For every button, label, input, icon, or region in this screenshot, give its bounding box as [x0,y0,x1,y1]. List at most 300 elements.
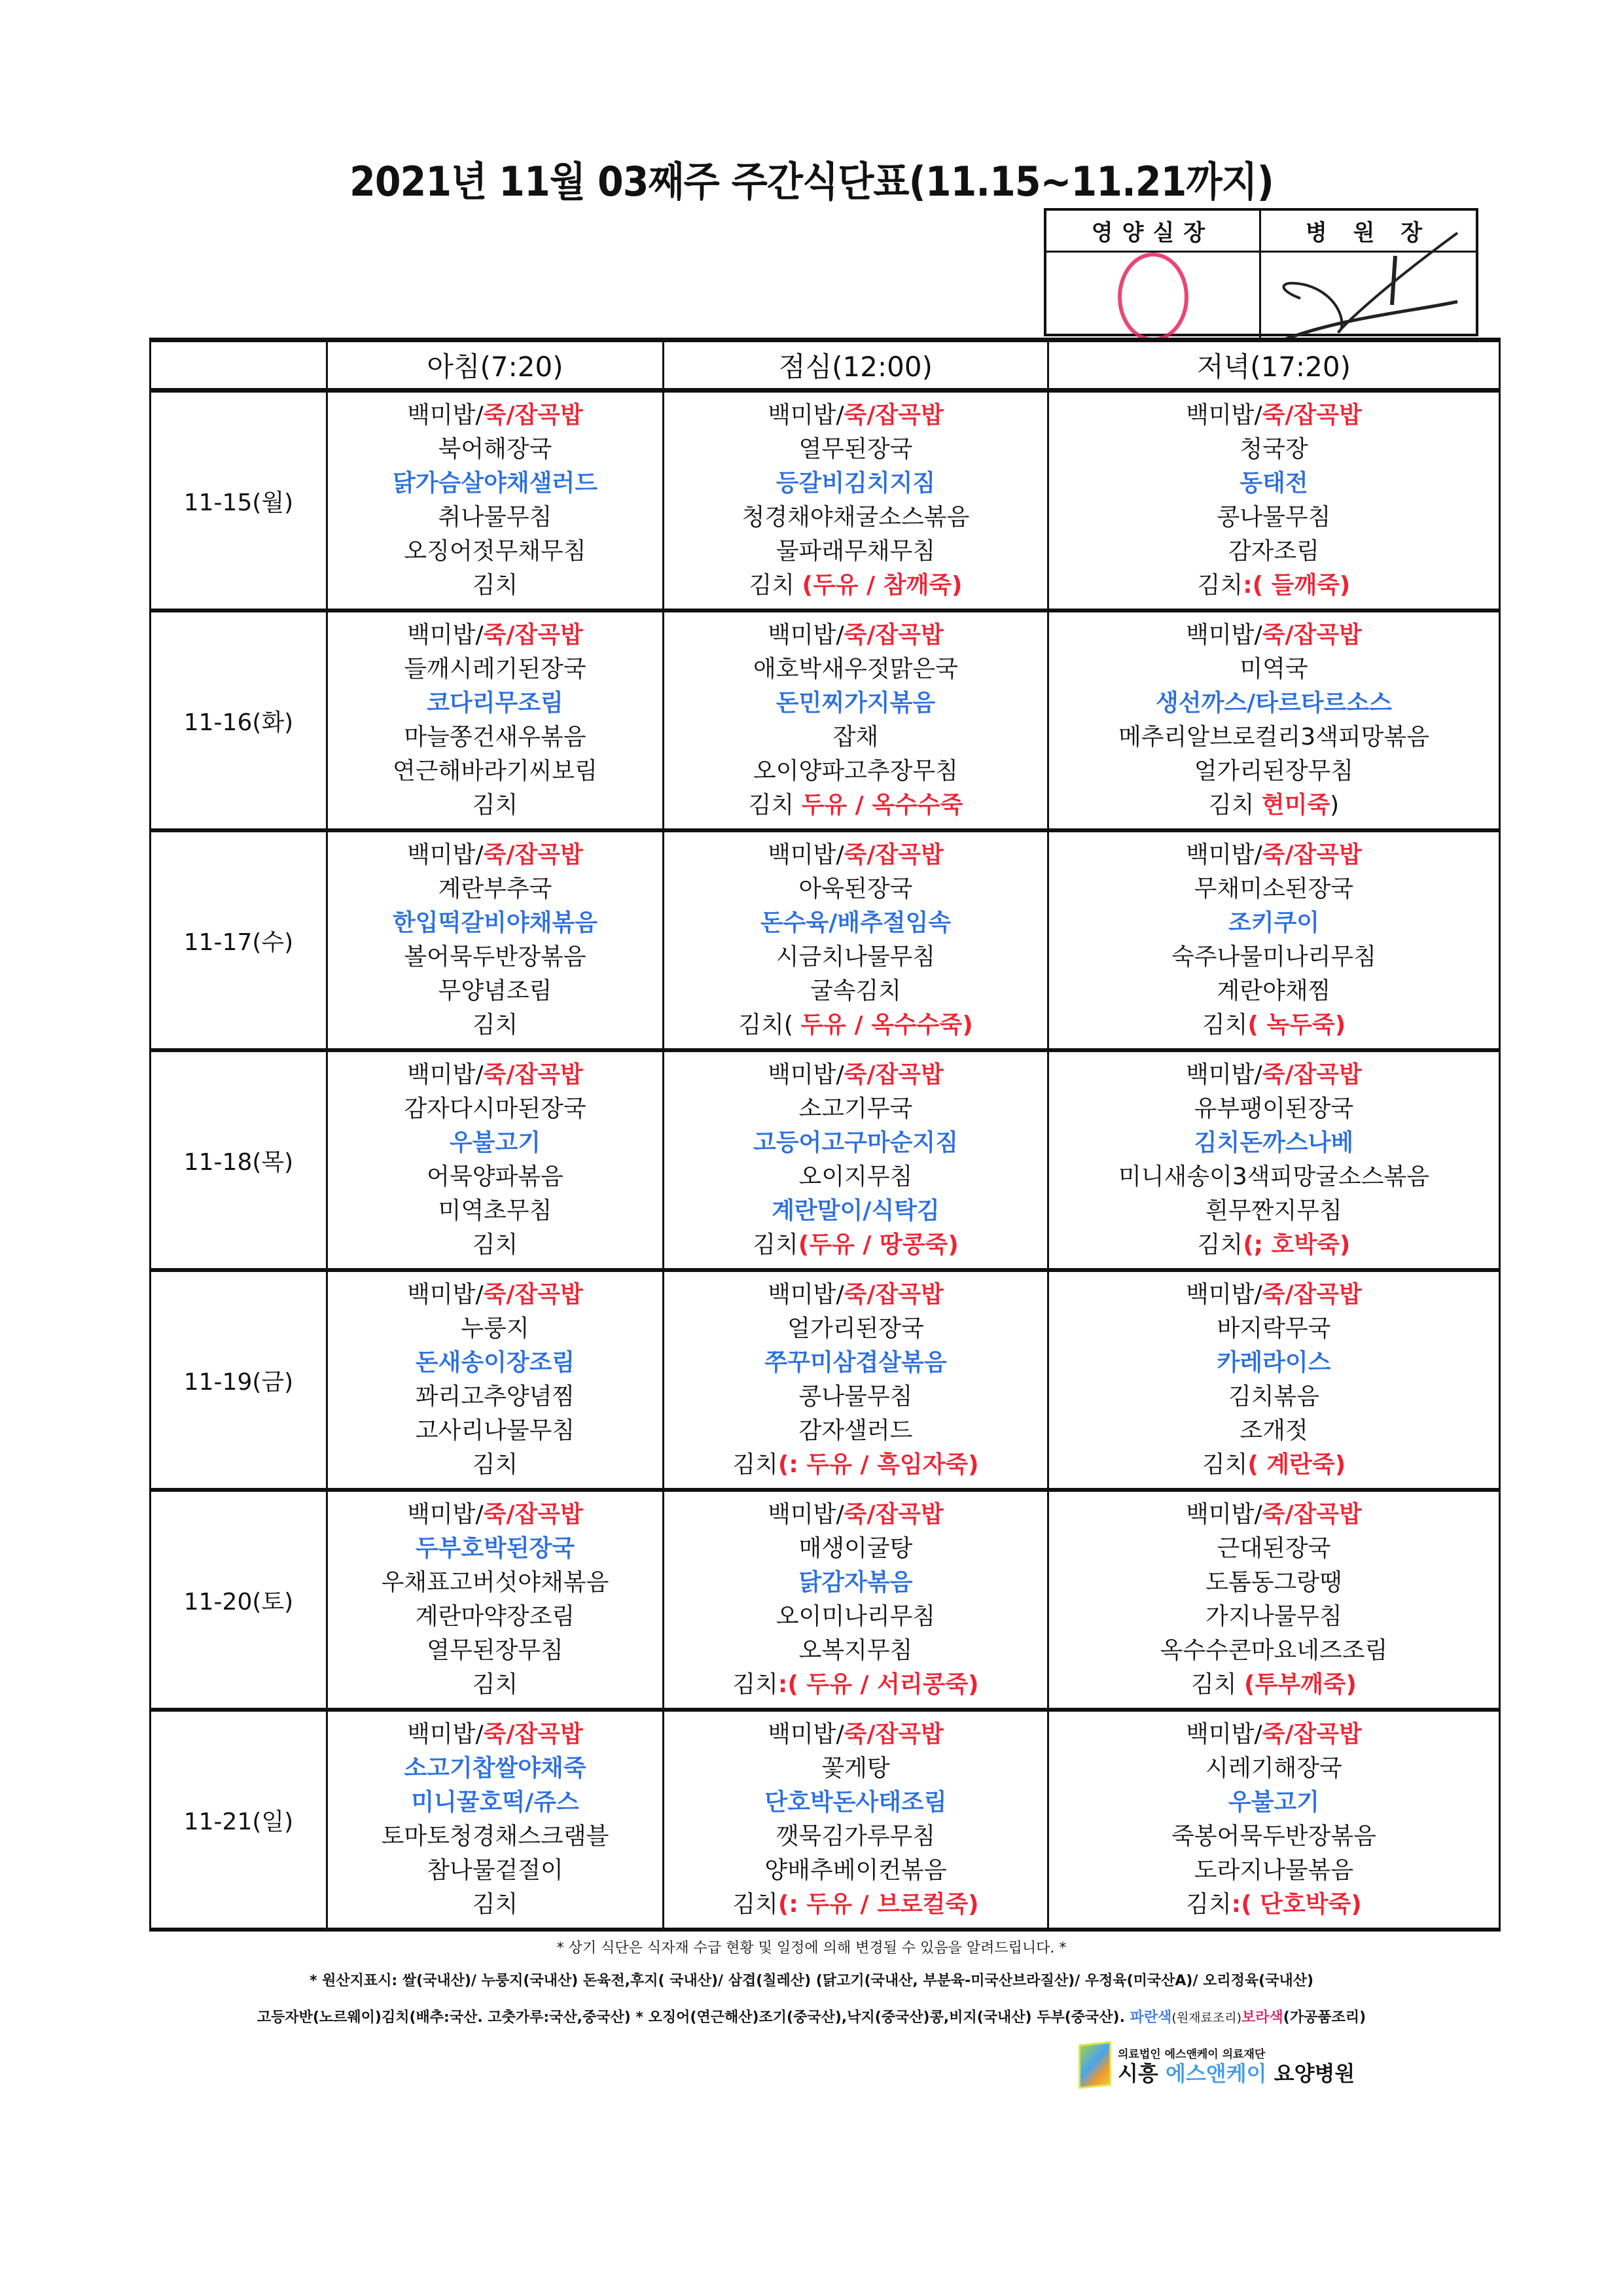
menu-item [328,1312,662,1346]
menu-item-text: 생선까스/타르타르소스 [1156,690,1392,716]
menu-item-text: 김치 [1190,1671,1244,1698]
menu-item-text: 죽/잡곡밥 [1262,841,1362,868]
menu-item-text: (투부깨죽) [1243,1671,1357,1698]
menu-item [664,940,1047,974]
menu-item-text: 죽/잡곡밥 [844,1721,944,1748]
menu-item-text: 김치 [748,792,802,819]
meal-cell-breakfast [327,1270,664,1490]
meal-cell-breakfast [327,1490,664,1710]
day-label: 11-15(월) [151,391,327,611]
menu-item-text: 김치 [1202,1012,1248,1038]
menu-item-text: 김치 [1197,572,1243,599]
meal-cell-breakfast [327,391,664,611]
menu-item-text: 계란말이/식탁김 [772,1197,940,1224]
menu-item [328,1058,662,1092]
menu-item-text: 꽈리고추양념찜 [415,1383,575,1410]
menu-item-text: 죽/잡곡밥 [1262,1721,1362,1748]
menu-item-text: 우불고기 [449,1129,541,1156]
menu-item-text: 들깨시레기된장국 [404,656,586,682]
menu-item-text: 김치 [753,1231,798,1258]
menu-item [1049,618,1499,652]
origin-notice-line1: * 원산지표시: 쌀(국내산)/ 누룽지(국내산) 돈육전,후지( 국내산)/ 삼겹(칠레산) (닭고기(국내산, 부분육-미국산브라질산)/ 우정육(미국산A)/ 오리정육(국내산) [309,1973,1314,1989]
menu-item-text: 시금치나물무침 [776,944,936,970]
menu-item [328,1126,662,1160]
menu-item-text: 오이미나리무침 [776,1603,936,1630]
menu-item [664,1008,1047,1042]
menu-item [328,754,662,788]
menu-item-text: 유부팽이된장국 [1194,1095,1354,1122]
meal-cell-lunch [664,1490,1048,1710]
menu-item [664,1498,1047,1532]
menu-item-text: 단호박돈사태조림 [764,1789,947,1816]
menu-item [664,652,1047,686]
menu-item-text: 김치 [1208,792,1262,819]
menu-item [1049,1752,1499,1786]
meal-cell-breakfast [327,1710,664,1930]
menu-item [328,1532,662,1566]
menu-item-text: 김치 [472,1451,518,1478]
menu-item-text: 김치 [472,1012,518,1038]
menu-item-text: 얼가리된장국 [787,1315,924,1342]
meal-cell-lunch [664,610,1048,830]
menu-item-text: (: 두유 / 브로컬죽) [777,1891,979,1918]
menu-item-text: 김치 [472,1231,518,1258]
menu-item [664,1414,1047,1448]
menu-item [1049,1820,1499,1854]
menu-item [1049,1448,1499,1482]
menu-item-text: 백미밥/ [768,622,844,648]
menu-item-text: 백미밥/ [1186,1061,1262,1088]
menu-item-text: 등갈비김치지짐 [776,470,936,497]
approval-signature-cell [1261,253,1476,342]
day-label: 11-20(토) [151,1490,327,1710]
menu-item-text: 죽/잡곡밥 [483,622,583,648]
seal-stamp [1118,253,1188,342]
menu-item-text: 죽/잡곡밥 [844,622,944,648]
menu-item-text: 두유 / 옥수수죽 [801,792,963,819]
menu-item [328,569,662,603]
menu-item-text: 깻묵김가루무침 [776,1823,936,1850]
menu-item-text: 백미밥/ [407,1061,484,1088]
menu-item [664,398,1047,433]
menu-item [1049,1380,1499,1414]
menu-item [328,1160,662,1194]
menu-item-text: 죽/잡곡밥 [1262,622,1362,648]
menu-item-text: 죽/잡곡밥 [1262,1281,1362,1308]
menu-item-text: 미역초무침 [438,1197,552,1224]
menu-item [1049,838,1499,872]
menu-item-text: 미니꿀호떡/쥬스 [411,1789,579,1816]
menu-item-text: 죽/잡곡밥 [483,402,583,429]
menu-item-text: 바지락무국 [1217,1315,1331,1342]
menu-item-text: 고사리나물무침 [415,1417,575,1444]
menu-item [1049,686,1499,720]
logo-name-suffix: 요양병원 [1266,2060,1355,2086]
menu-item-text: 죽/잡곡밥 [483,1061,583,1088]
menu-item-text: 오복지무침 [798,1637,913,1664]
menu-item [328,1786,662,1820]
menu-item-text: 백미밥/ [407,841,484,868]
menu-item-text: 물파래무채무침 [776,538,936,565]
meal-cell-dinner [1048,1490,1500,1710]
menu-item-text: 김치볶음 [1228,1383,1320,1410]
menu-item [1049,652,1499,686]
logo-name-prefix: 시흥 [1118,2060,1166,2086]
menu-item [664,1278,1047,1312]
menu-item-text: 꽃게탕 [821,1755,890,1782]
menu-item-text: 미역국 [1240,656,1308,682]
menu-item [664,1228,1047,1262]
meal-cell-dinner [1048,1710,1500,1930]
menu-item-text: 옥수수콘마요네즈조림 [1160,1637,1388,1664]
menu-item-text: 미니새송이3색피망굴소스볶음 [1118,1163,1429,1190]
menu-item-text: 백미밥/ [768,1061,844,1088]
meal-cell-breakfast [327,610,664,830]
menu-item [664,1888,1047,1922]
day-row [151,1490,1500,1710]
menu-item-text: 무채미소된장국 [1194,875,1354,902]
menu-item-text: 도라지나물볶음 [1194,1857,1354,1884]
menu-item [328,1566,662,1600]
menu-item [328,974,662,1008]
menu-item-text: 두부호박된장국 [415,1535,575,1562]
logo-name [1118,2061,1355,2086]
menu-item [664,467,1047,501]
menu-item [328,838,662,872]
menu-item-text: 백미밥/ [768,1721,844,1748]
menu-item-text: 흰무짠지무침 [1205,1197,1342,1224]
meal-cell-lunch [664,391,1048,611]
menu-item [328,1380,662,1414]
menu-item-text: 우불고기 [1228,1789,1320,1816]
weekly-menu-table [149,338,1501,1932]
menu-item [664,1820,1047,1854]
menu-item-text: 감자샐러드 [798,1417,913,1444]
menu-item [328,1498,662,1532]
menu-item-text: 백미밥/ [1186,1281,1262,1308]
menu-item [328,788,662,822]
menu-item [1049,1786,1499,1820]
hospital-logo [1079,2043,1355,2087]
menu-item [664,1854,1047,1888]
menu-item-text: ) [1330,792,1340,819]
menu-item-text: 백미밥/ [1186,1721,1262,1748]
menu-item [1049,1058,1499,1092]
menu-item-text: 코다리무조림 [427,690,563,716]
menu-item [1049,754,1499,788]
menu-item-text: 북어해장국 [438,436,552,463]
menu-item-text: 감자다시마된장국 [404,1095,586,1122]
meal-cell-breakfast [327,1050,664,1270]
menu-item-text: 김치( [738,1012,801,1038]
menu-item-text: 계란야채찜 [1217,978,1331,1004]
menu-item-text: 죽/잡곡밥 [844,841,944,868]
menu-item [1049,1854,1499,1888]
day-row [151,610,1500,830]
menu-item [328,467,662,501]
menu-item-text: 소고기찹쌀야채죽 [404,1755,586,1782]
menu-item [664,872,1047,906]
day-label: 11-16(화) [151,610,327,830]
menu-item-text: 죽/잡곡밥 [844,1501,944,1528]
menu-item-text: 오징어젓무채무침 [404,538,586,565]
menu-item-text: 돈민찌가지볶음 [776,690,936,716]
menu-item [664,1058,1047,1092]
menu-item-text: 가지나물무침 [1205,1603,1342,1630]
menu-item-text: 콩나물무침 [798,1383,913,1410]
menu-item [1049,398,1499,433]
approval-box [1044,208,1478,336]
menu-item [664,1786,1047,1820]
menu-item-text: 청경채야채굴소스볶음 [741,504,970,531]
menu-item [664,686,1047,720]
menu-item [328,1448,662,1482]
meal-cell-dinner [1048,1270,1500,1490]
approval-header-nutrition: 영양실장 [1046,211,1261,253]
menu-item-text: 무양념조림 [438,978,552,1004]
signature-mark [1261,226,1478,344]
menu-item-text: 오이지무침 [798,1163,913,1190]
menu-item-text: 죽/잡곡밥 [844,402,944,429]
menu-item [1049,1278,1499,1312]
menu-item-text: 김치 [749,572,802,599]
menu-item [1049,1566,1499,1600]
menu-item-text: 백미밥/ [407,622,484,648]
menu-item-text: 백미밥/ [407,1721,484,1748]
menu-item [1049,788,1499,822]
menu-item [1049,1414,1499,1448]
meal-cell-dinner [1048,1050,1500,1270]
menu-item-text: 돈새송이장조림 [415,1349,575,1376]
day-row [151,1270,1500,1490]
menu-item [664,501,1047,535]
logo-subtitle: 의료법인 에스앤케이 의료재단 [1118,2047,1266,2061]
menu-item-text: 계란마약장조림 [415,1603,575,1630]
menu-item-text: 백미밥/ [768,1281,844,1308]
menu-item-text: 김치 [1202,1451,1248,1478]
menu-item-text: 계란부추국 [438,875,552,902]
menu-item [1049,1718,1499,1752]
menu-item-text: 김치 [732,1671,778,1698]
menu-item [328,535,662,569]
menu-item-text: 카레라이스 [1217,1349,1331,1376]
menu-item-text: 한입떡갈비야채볶음 [393,910,597,936]
logo-name-accent: 에스앤케이 [1165,2060,1267,2086]
column-header-lunch: 점심(12:00) [664,340,1048,391]
day-row [151,830,1500,1050]
menu-item [664,1718,1047,1752]
meal-cell-lunch [664,1710,1048,1930]
menu-item-text: 누룽지 [461,1315,529,1342]
menu-item-text: 김치 [732,1891,778,1918]
menu-item-text: 도톰동그랑땡 [1205,1569,1342,1596]
menu-item-text: 백미밥/ [1186,1501,1262,1528]
menu-item-text: 김치 [1186,1891,1232,1918]
menu-item [328,1600,662,1634]
day-label: 11-17(수) [151,830,327,1050]
menu-item [664,974,1047,1008]
menu-item [328,1278,662,1312]
menu-item-text: 우채표고버섯야채볶음 [381,1569,609,1596]
menu-item [1049,1228,1499,1262]
menu-item [1049,1600,1499,1634]
meal-cell-dinner [1048,830,1500,1050]
menu-item-text: 백미밥/ [407,1281,484,1308]
menu-item [664,433,1047,467]
menu-item-text: 닭감자볶음 [798,1569,913,1596]
menu-item [1049,433,1499,467]
menu-item-text: 취나물무침 [438,504,552,531]
menu-item [1049,1194,1499,1228]
menu-item [664,618,1047,652]
menu-item-text: 토마토청경채스크램블 [381,1823,609,1850]
meal-cell-lunch [664,1270,1048,1490]
menu-item [664,1752,1047,1786]
approval-header-director: 병 원 장 [1261,211,1476,253]
menu-item [1049,940,1499,974]
menu-item-text: 죽/잡곡밥 [1262,402,1362,429]
column-header-dinner: 저녁(17:20) [1048,340,1500,391]
menu-item [328,1752,662,1786]
menu-item [1049,906,1499,940]
menu-item-text: 감자조림 [1228,538,1320,565]
menu-item-text: 백미밥/ [768,1501,844,1528]
menu-item [1049,1532,1499,1566]
menu-item [1049,1634,1499,1668]
menu-item-text: 백미밥/ [407,402,484,429]
origin-notice-line2 [0,2006,1623,2026]
menu-item [1049,1092,1499,1126]
day-row [151,391,1500,611]
column-header-breakfast: 아침(7:20) [327,340,664,391]
menu-item [664,720,1047,754]
menu-item-text: 백미밥/ [1186,622,1262,648]
menu-item [328,501,662,535]
menu-item-text: 돈수육/배추절임속 [760,910,952,936]
menu-item [328,1854,662,1888]
menu-item-text: 죽/잡곡밥 [844,1061,944,1088]
menu-item-text: 열무된장국 [798,436,913,463]
menu-item-text: 조개젓 [1240,1417,1308,1444]
menu-item [328,1092,662,1126]
origin-notice-line2-text: 고등자반(노르웨이)김치(배추:국산. 고춧가루:국산,중국산) * 오징어(연근해산)조기(중국산),낙지(중국산)콩,비지(국내산) 두부(중국산). [257,2009,1130,2026]
menu-item [664,1194,1047,1228]
menu-item [328,940,662,974]
menu-item-text: ( 계란죽) [1247,1451,1346,1478]
menu-item [328,686,662,720]
menu-item-text: 마늘쫑건새우볶음 [404,724,586,751]
menu-item [328,1634,662,1668]
menu-item [1049,1346,1499,1380]
menu-item [328,433,662,467]
menu-item [664,1532,1047,1566]
menu-item-text: 참나물겉절이 [427,1857,563,1884]
menu-item [664,1092,1047,1126]
menu-item [328,1718,662,1752]
menu-item [328,652,662,686]
table-header-row [151,340,1500,391]
menu-item-text: 백미밥/ [1186,841,1262,868]
menu-item-text: 김치돈까스나베 [1194,1129,1354,1156]
menu-item-text: 죽/잡곡밥 [1262,1501,1362,1528]
menu-item-text: :( 단호박죽) [1231,1891,1362,1918]
day-label: 11-21(일) [151,1710,327,1930]
menu-item [328,720,662,754]
menu-item-text: ( 녹두죽) [1247,1012,1346,1038]
menu-item [664,1380,1047,1414]
menu-item [328,872,662,906]
menu-item [328,618,662,652]
menu-item-text: (: 두유 / 흑임자죽) [777,1451,979,1478]
menu-item-text: 죽/잡곡밥 [844,1281,944,1308]
menu-item [328,398,662,433]
menu-item-text: 죽/잡곡밥 [483,1721,583,1748]
menu-item-text: 백미밥/ [768,402,844,429]
legend-blue-label: 파란색 [1130,2009,1172,2026]
menu-item-text: 김치 [1197,1231,1243,1258]
menu-item [328,1008,662,1042]
menu-item [664,1312,1047,1346]
menu-item [664,535,1047,569]
menu-item-text: 열무된장무침 [427,1637,563,1664]
menu-item [1049,720,1499,754]
day-row [151,1050,1500,1270]
menu-item-text: 현미죽 [1261,792,1330,819]
menu-item [328,1194,662,1228]
menu-item [664,1346,1047,1380]
menu-item-text: 잡채 [832,724,879,751]
menu-item [1049,1668,1499,1702]
change-notice: * 상기 식단은 식자재 수급 현황 및 일정에 의해 변경될 수 있음을 알려드립니다. * [556,1940,1067,1956]
menu-item [328,1820,662,1854]
menu-item-text: 오이양파고추장무침 [753,758,958,785]
meal-cell-lunch [664,1050,1048,1270]
menu-item-text: 두유 / 옥수수죽) [800,1012,973,1038]
menu-item-text: 아욱된장국 [798,875,913,902]
menu-item [1049,1498,1499,1532]
menu-item [1049,1312,1499,1346]
menu-item-text: 시레기해장국 [1205,1755,1342,1782]
menu-item [664,1668,1047,1702]
menu-item-text: 메추리알브로컬리3색피망볶음 [1118,724,1429,751]
menu-item-text: (두유 / 참깨죽) [802,572,963,599]
menu-item [664,1126,1047,1160]
menu-item-text: :( 두유 / 서리콩죽) [777,1671,979,1698]
approval-stamp-cell [1046,253,1261,342]
menu-item [664,1566,1047,1600]
meal-cell-dinner [1048,610,1500,830]
menu-item-text: 청국장 [1240,436,1308,463]
menu-item [328,906,662,940]
menu-item [1049,535,1499,569]
menu-item [664,906,1047,940]
menu-item [664,1448,1047,1482]
menu-item-text: 어묵양파볶음 [427,1163,563,1190]
menu-item-text: 김치 [472,1671,518,1698]
logo-icon [1079,2041,1111,2089]
day-label: 11-18(목) [151,1050,327,1270]
menu-item [328,1668,662,1702]
menu-item-text: (두유 / 땅콩죽) [798,1231,959,1258]
menu-item [328,1888,662,1922]
menu-item-text: 얼가리된장무침 [1194,758,1354,785]
menu-item-text: :( 들깨죽) [1243,572,1351,599]
menu-item-text: 죽봉어묵두반장볶음 [1171,1823,1376,1850]
meal-cell-dinner [1048,391,1500,611]
meal-cell-breakfast [327,830,664,1050]
menu-item-text: 김치 [472,792,518,819]
menu-item-text: 김치 [472,572,518,599]
